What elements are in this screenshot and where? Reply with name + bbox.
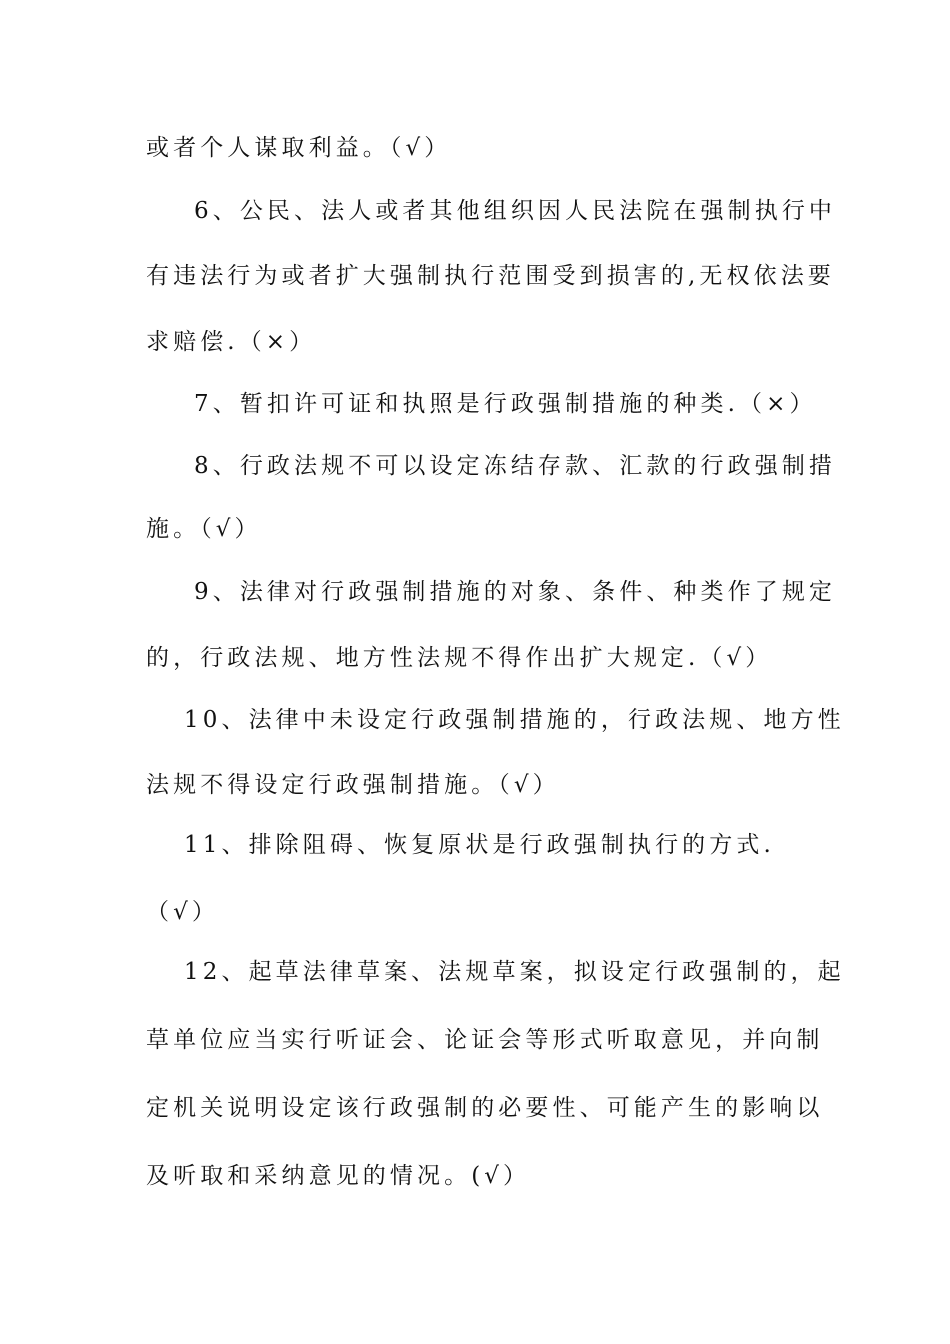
text-line: 10、法律中未设定行政强制措施的，行政法规、地方性: [184, 707, 845, 733]
text-line: （√）: [146, 899, 219, 925]
text-line: 法规不得设定行政强制措施。（√）: [146, 772, 560, 798]
text-line: 7、暂扣许可证和执照是行政强制措施的种类.（×）: [194, 391, 817, 417]
text-line: 施。（√）: [146, 516, 262, 542]
text-line: 8、行政法规不可以设定冻结存款、汇款的行政强制措: [194, 453, 837, 479]
text-line: 及听取和采纳意见的情况。(√）: [146, 1163, 531, 1189]
text-line: 草单位应当实行听证会、论证会等形式听取意见，并向制: [146, 1027, 824, 1053]
text-line: 或者个人谋取利益。（√）: [146, 135, 452, 161]
text-line: 求赔偿.（×）: [146, 329, 317, 355]
text-line: 有违法行为或者扩大强制执行范围受到损害的,无权依法要: [146, 263, 835, 289]
text-line: 6、公民、法人或者其他组织因人民法院在强制执行中: [194, 198, 837, 224]
text-line: 12、起草法律草案、法规草案，拟设定行政强制的，起: [184, 959, 845, 985]
text-line: 的，行政法规、地方性法规不得作出扩大规定.（√）: [146, 645, 773, 671]
text-line: 定机关说明设定该行政强制的必要性、可能产生的影响以: [146, 1095, 824, 1121]
text-line: 9、法律对行政强制措施的对象、条件、种类作了规定: [194, 579, 837, 605]
text-line: 11、排除阻碍、恢复原状是行政强制执行的方式.: [184, 832, 775, 858]
